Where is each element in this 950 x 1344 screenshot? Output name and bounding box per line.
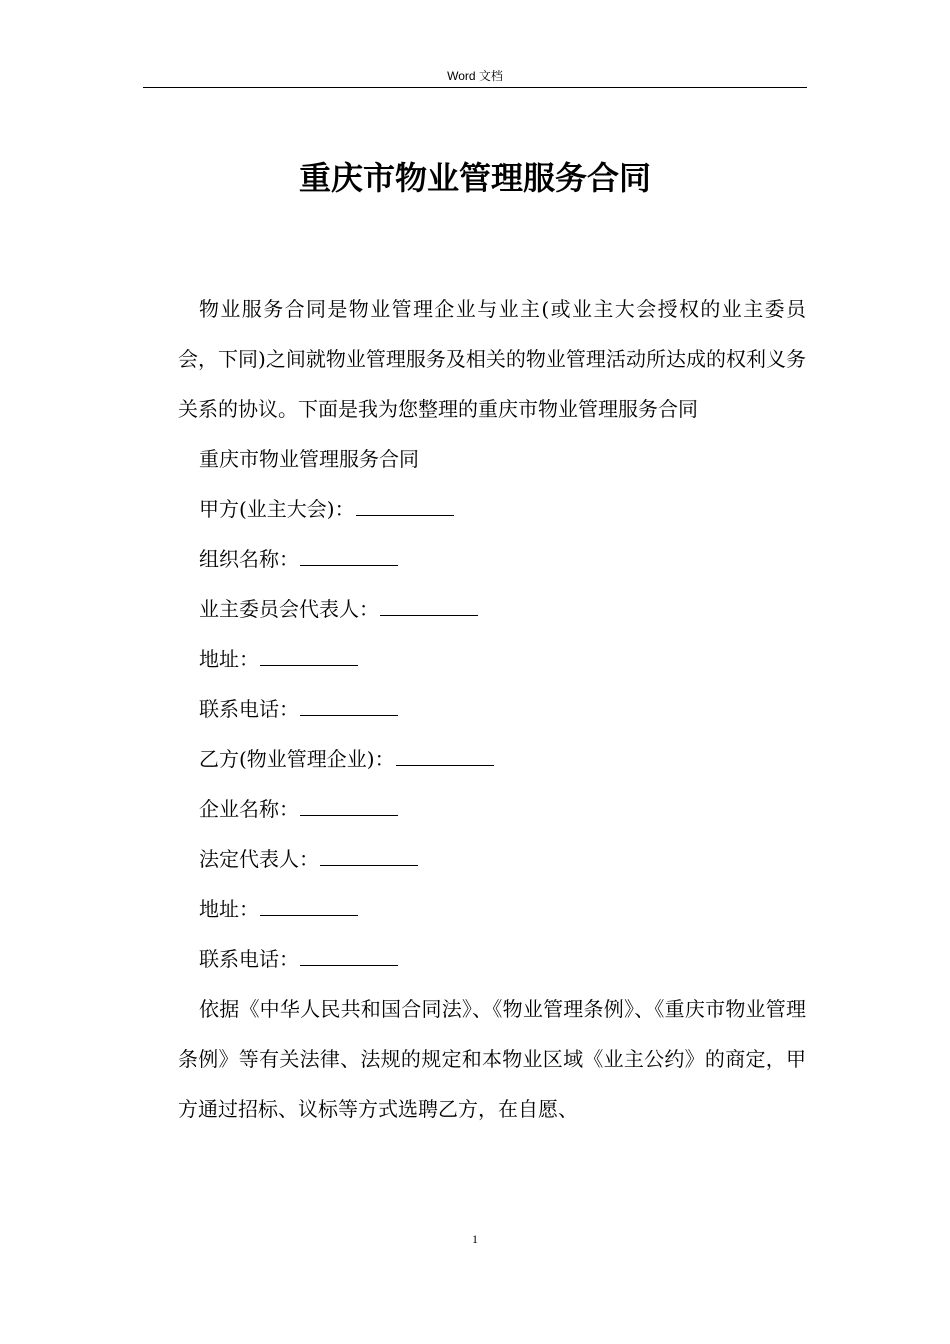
party-a-address-line <box>178 634 806 684</box>
party-b-address-label: 地址： <box>199 897 259 921</box>
party-b-legal-rep-blank <box>320 864 418 866</box>
party-a-rep-label: 业主委员会代表人： <box>199 597 379 621</box>
party-b-phone-label: 联系电话： <box>199 947 299 971</box>
party-b-company-blank <box>300 814 398 816</box>
party-b-address-line <box>178 884 806 934</box>
party-a-line <box>178 484 806 534</box>
contract-name-line: 重庆市物业管理服务合同 <box>199 447 419 471</box>
page-header: Word 文档 <box>447 69 503 83</box>
party-a-address-label: 地址： <box>199 647 259 671</box>
party-b-phone-line <box>178 934 806 984</box>
party-a-label: 甲方(业主大会)： <box>199 497 355 521</box>
party-b-company-label: 企业名称： <box>199 797 299 821</box>
party-b-company-line <box>178 784 806 834</box>
party-a-org-blank <box>300 564 398 566</box>
party-a-phone-line <box>178 684 806 734</box>
party-b-legal-rep-label: 法定代表人： <box>199 847 319 871</box>
party-a-phone-blank <box>300 714 398 716</box>
party-a-blank <box>356 514 454 516</box>
party-a-rep-blank <box>380 614 478 616</box>
party-b-legal-rep-line <box>178 834 806 884</box>
party-a-org-line <box>178 534 806 584</box>
party-b-label: 乙方(物业管理企业)： <box>199 747 395 771</box>
party-b-blank <box>396 764 494 766</box>
party-a-rep-line <box>178 584 806 634</box>
party-a-org-label: 组织名称： <box>199 547 299 571</box>
party-b-address-blank <box>260 914 358 916</box>
document-body <box>178 284 806 1134</box>
document-title: 重庆市物业管理服务合同 <box>298 159 651 197</box>
intro-paragraph: 物业服务合同是物业管理企业与业主(或业主大会授权的业主委员会，下同)之间就物业管理服务及相关的物业管理活动所达成的权利义务关系的协议。下面是我为您整理的重庆市物业管理服务合同 <box>178 297 806 421</box>
header-rule <box>143 87 807 88</box>
page-number: 1 <box>472 1232 478 1246</box>
party-b-phone-blank <box>300 964 398 966</box>
party-a-address-blank <box>260 664 358 666</box>
party-a-phone-label: 联系电话： <box>199 697 299 721</box>
party-b-line <box>178 734 806 784</box>
legal-basis-paragraph: 依据《中华人民共和国合同法》、《物业管理条例》、《重庆市物业管理条例》等有关法律、法规的规定和本物业区域《业主公约》的商定，甲方通过招标、议标等方式选聘乙方，在自愿、 <box>178 997 806 1121</box>
